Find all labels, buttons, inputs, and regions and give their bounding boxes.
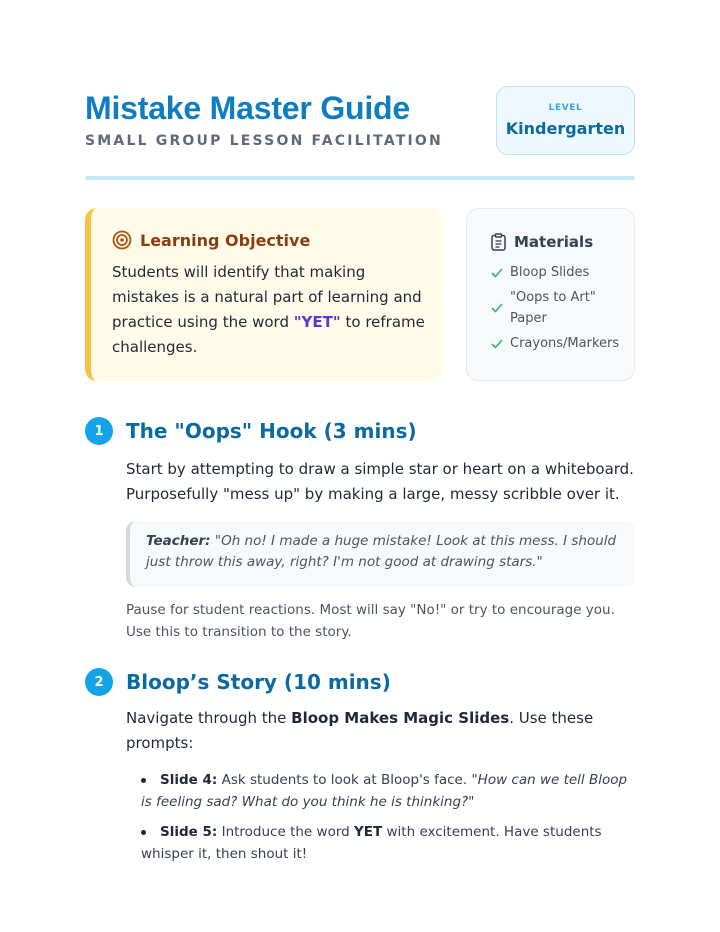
page-subtitle: SMALL GROUP LESSON FACILITATION [85,133,443,149]
step-title: The "Oops" Hook (3 mins) [126,419,417,443]
objective-text-start: Students will identify that making mistakes is a natural part of learning and practice using the word [112,263,422,331]
intro-text-end: . Use these prompts: [126,709,594,752]
prompt-list [141,769,635,865]
bullet-text [141,769,635,813]
level-value: Kindergarten [505,119,626,138]
materials-header [490,233,634,251]
step-title: Bloop’s Story (10 mins) [126,670,391,694]
materials-card [466,208,635,381]
bullet-text [141,821,635,865]
step-note: Pause for student reactions. Most will say "No!" or try to encourage you. Use this to transition to the story. [126,602,615,640]
header [85,86,635,158]
learning-objective-card [85,208,443,381]
check-icon [490,337,504,351]
slides-name: Bloop Makes Magic Slides [291,709,510,727]
materials-title: Materials [514,233,594,251]
intro-text-start: Navigate through the [126,709,292,727]
page-title: Mistake Master Guide [85,90,411,126]
bullet-label: Slide 5: [160,824,218,840]
header-divider [85,176,635,180]
objective-text [112,260,432,360]
objective-title: Learning Objective [140,230,311,250]
step-oops-hook [85,416,635,643]
bullet-dot [141,830,146,835]
step-body [126,457,635,643]
materials-list [490,262,634,354]
step-body [126,706,635,865]
objective-header [112,230,443,250]
list-item [141,769,635,813]
quote-speaker: Teacher: [146,533,211,549]
bullet-dot [141,778,146,783]
clipboard-icon [490,233,507,251]
step-intro [126,706,635,756]
bullet-body-start: Introduce the word [217,824,354,840]
list-item [141,821,635,865]
step-bloop-story [85,667,635,873]
yet-highlight: "YET" [293,313,341,331]
step-number-badge: 2 [85,668,113,696]
materials-item-label: Bloop Slides [510,265,590,280]
materials-item [490,333,634,354]
materials-item-label: "Oops to Art" Paper [510,290,596,326]
materials-item [490,262,634,283]
level-card [496,86,635,155]
bullet-quote: "How can we tell Bloop is feeling sad? What do you think he is thinking?" [141,772,628,810]
step-header [85,416,635,446]
teacher-quote [126,521,635,587]
quote-text: "Oh no! I made a huge mistake! Look at this mess. I should just throw this away, right? I'm not good at drawing stars." [146,533,617,570]
check-icon [490,301,504,315]
materials-item-label: Crayons/Markers [510,336,620,351]
materials-item [490,287,634,329]
level-label: LEVEL [548,103,583,113]
check-icon [490,266,504,280]
bullet-body-end: with excitement. Have students whisper it, then shout it! [141,824,602,862]
yet-word: YET [354,824,383,840]
step-number-badge: 1 [85,417,113,445]
target-icon [112,230,132,250]
bullet-body: Ask students to look at Bloop's face. [217,772,472,788]
objective-text-end: to reframe challenges. [112,313,425,356]
bullet-label: Slide 4: [160,772,218,788]
step-header [85,667,635,697]
step-paragraph: Start by attempting to draw a simple star or heart on a whiteboard. Purposefully "mess up" by making a large, messy scribble over it. [126,460,634,503]
